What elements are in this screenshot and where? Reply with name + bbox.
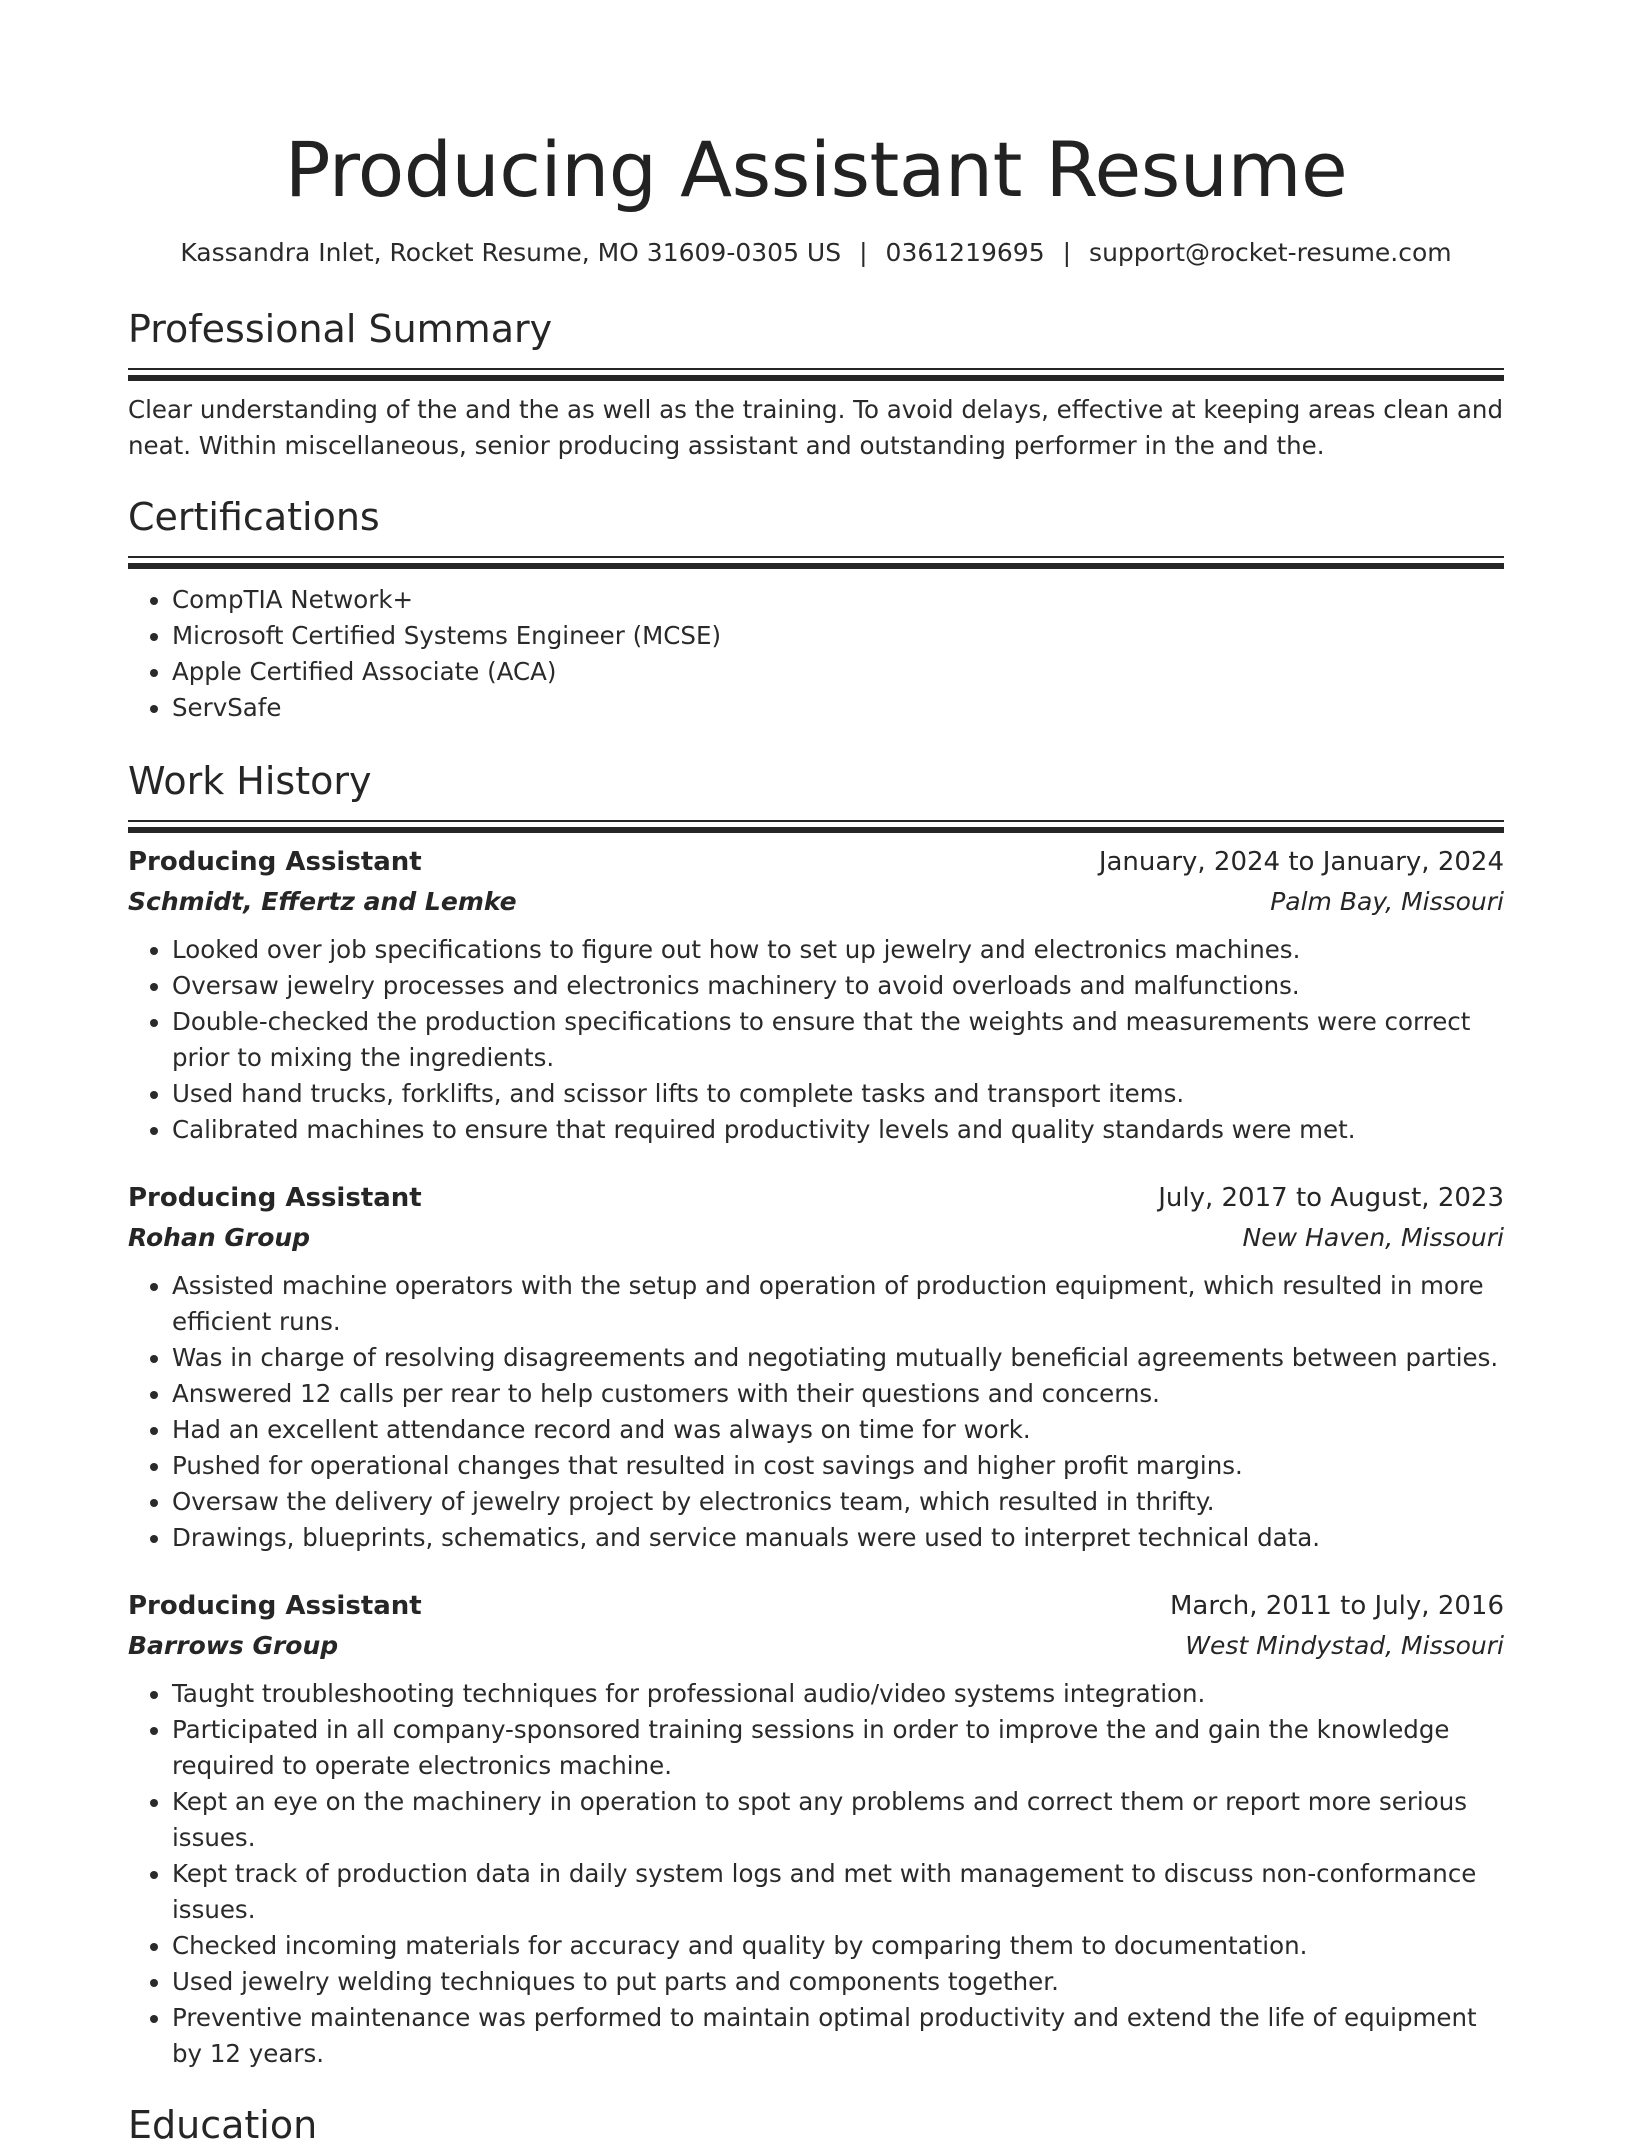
list-item: • Used jewelry welding techniques to put parts and components together. (172, 1964, 1504, 2000)
contact-line (128, 236, 1504, 270)
job-dates: January, 2024 to January, 2024 (1098, 847, 1504, 877)
list-item: • Was in charge of resolving disagreements and negotiating mutually beneficial agreements between parties. (172, 1340, 1504, 1376)
job-entry (128, 842, 1504, 1148)
job-bullet-list (128, 1676, 1504, 2072)
job-title: Producing Assistant (128, 1591, 422, 1621)
section-heading: Education (128, 2103, 318, 2147)
contact-email: support@rocket-resume.com (1089, 238, 1452, 267)
job-title: Producing Assistant (128, 847, 422, 877)
contact-phone: 0361219695 (885, 238, 1045, 267)
list-item: • Pushed for operational changes that resulted in cost savings and higher profit margins. (172, 1448, 1504, 1484)
list-item: • Assisted machine operators with the setup and operation of production equipment, which resulted in more efficient runs. (172, 1268, 1504, 1340)
summary-text: Clear understanding of the and the as well as the training. To avoid delays, effective at keeping areas clean and neat. Within miscellaneous, senior producing assistant and outstanding performer in the and the. (128, 395, 1503, 460)
list-item: • Looked over job specifications to figure out how to set up jewelry and electronics machines. (172, 932, 1504, 968)
job-location: Palm Bay, Missouri (1270, 887, 1504, 916)
list-item: • CompTIA Network+ (172, 582, 1504, 618)
section-heading: Certifications (128, 495, 380, 539)
job-bullet-list (128, 1268, 1504, 1556)
list-item: • Apple Certified Associate (ACA) (172, 654, 1504, 690)
job-company: Rohan Group (128, 1223, 311, 1252)
job-location: West Mindystad, Missouri (1185, 1631, 1504, 1660)
job-company: Schmidt, Effertz and Lemke (128, 887, 517, 916)
job-title: Producing Assistant (128, 1183, 422, 1213)
job-entry (128, 1178, 1504, 1556)
list-item: • Answered 12 calls per rear to help customers with their questions and concerns. (172, 1376, 1504, 1412)
certification-list (128, 582, 1504, 726)
list-item: • Calibrated machines to ensure that required productivity levels and quality standards were met. (172, 1112, 1504, 1148)
list-item: • Taught troubleshooting techniques for professional audio/video systems integration. (172, 1676, 1504, 1712)
job-dates: March, 2011 to July, 2016 (1169, 1591, 1504, 1621)
list-item: • Participated in all company-sponsored training sessions in order to improve the and gain the knowledge required to operate electronics machine. (172, 1712, 1504, 1784)
list-item: • Microsoft Certified Systems Engineer (MCSE) (172, 618, 1504, 654)
list-item: • ServSafe (172, 690, 1504, 726)
list-item: • Oversaw the delivery of jewelry project by electronics team, which resulted in thrifty. (172, 1484, 1504, 1520)
section-divider (128, 820, 1504, 822)
section-education (128, 2100, 1504, 2150)
page-title: Producing Assistant Resume (284, 125, 1348, 214)
list-item: • Drawings, blueprints, schematics, and service manuals were used to interpret technical data. (172, 1520, 1504, 1556)
list-item: • Used hand trucks, forklifts, and scissor lifts to complete tasks and transport items. (172, 1076, 1504, 1112)
job-company: Barrows Group (128, 1631, 339, 1660)
contact-address: Kassandra Inlet, Rocket Resume, MO 31609-0305 US (180, 238, 842, 267)
list-item: • Double-checked the production specifications to ensure that the weights and measurements were correct prior to mixing the ingredients. (172, 1004, 1504, 1076)
section-work-history (128, 756, 1504, 2072)
section-certifications (128, 492, 1504, 726)
list-item: • Kept an eye on the machinery in operation to spot any problems and correct them or report more serious issues. (172, 1784, 1504, 1856)
section-professional-summary (128, 304, 1504, 464)
job-dates: July, 2017 to August, 2023 (1158, 1183, 1504, 1213)
section-divider (128, 368, 1504, 370)
contact-separator: | (1062, 238, 1072, 267)
section-heading: Work History (128, 759, 372, 803)
list-item: • Had an excellent attendance record and was always on time for work. (172, 1412, 1504, 1448)
job-entry (128, 1586, 1504, 2072)
list-item: • Checked incoming materials for accuracy and quality by comparing them to documentation. (172, 1928, 1504, 1964)
contact-separator: | (859, 238, 868, 267)
job-location: New Haven, Missouri (1242, 1223, 1504, 1252)
list-item: • Oversaw jewelry processes and electronics machinery to avoid overloads and malfunctions. (172, 968, 1504, 1004)
list-item: • Preventive maintenance was performed to maintain optimal productivity and extend the life of equipment by 12 years. (172, 2000, 1504, 2072)
section-heading: Professional Summary (128, 307, 553, 351)
list-item: • Kept track of production data in daily system logs and met with management to discuss non-conformance issues. (172, 1856, 1504, 1928)
job-bullet-list (128, 932, 1504, 1148)
section-divider (128, 556, 1504, 558)
